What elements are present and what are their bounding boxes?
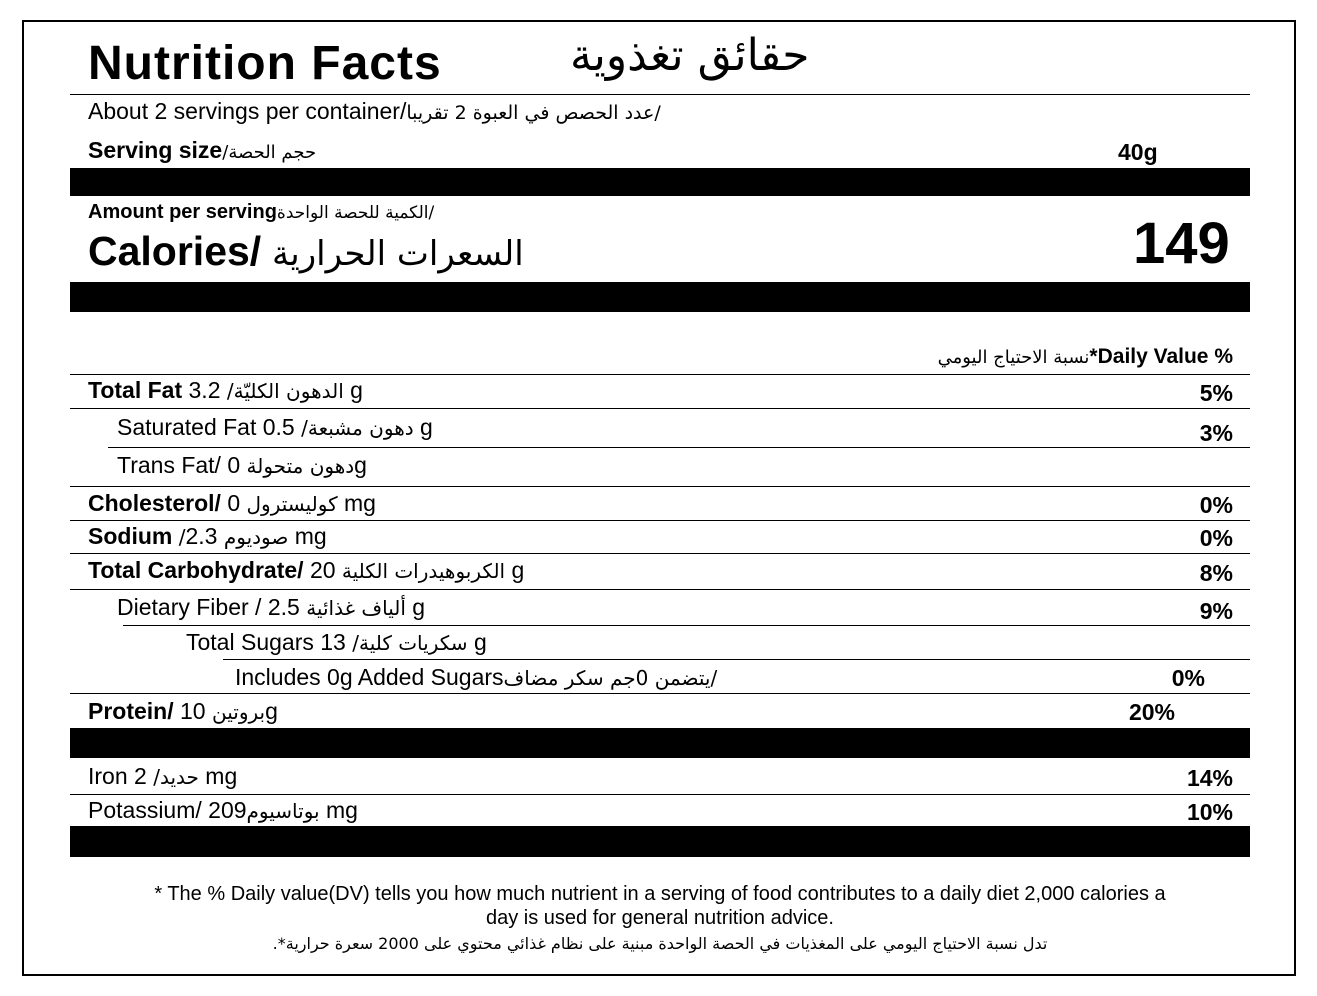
- nutrient-amount: 10g: [180, 698, 278, 724]
- title-en: Nutrition Facts: [88, 37, 442, 90]
- nutrient-name: Cholesterol/: [88, 490, 221, 516]
- servings-line: [88, 98, 661, 125]
- footnote-en-line2: day is used for general nutrition advice.: [486, 907, 834, 929]
- nutrient-amount: 2.5 g: [267, 594, 426, 620]
- nutrient-dv: 0%: [1199, 492, 1233, 518]
- divider: [70, 94, 1250, 95]
- calories-label-ar: السعرات الحرارية: [261, 234, 524, 274]
- servings-ar: عدد الحصص في العبوة 2 تقريبا/: [406, 102, 661, 124]
- nutrient-name-ar: بروتين: [212, 700, 266, 724]
- nutrient-name: Protein/: [88, 698, 174, 724]
- daily-value-header-ar: نسبة الاحتياج اليومي: [937, 347, 1090, 368]
- divider: [70, 374, 1250, 375]
- nutrient-dv: 3%: [1199, 420, 1233, 446]
- nutrient-name-ar: /صوديوم: [178, 525, 289, 549]
- divider: [70, 553, 1250, 554]
- nutrient-dv: 9%: [1199, 598, 1233, 624]
- nutrient-name: Trans Fat/: [117, 452, 221, 478]
- serving-size-value: 40g: [1118, 139, 1158, 165]
- nutrient-amount: 209 mg: [208, 797, 358, 823]
- nutrient-row: [117, 452, 367, 479]
- nutrient-dv: 0%: [1199, 525, 1233, 551]
- amount-per-serving-ar: الكمية للحصة الواحدة/: [276, 203, 435, 223]
- thick-divider: [70, 282, 1250, 312]
- title-ar: حقائق تغذوية: [570, 30, 810, 81]
- serving-size-label: Serving size: [88, 137, 223, 163]
- nutrient-name-ar: الكربوهيدرات الكلية: [341, 559, 506, 583]
- amount-per-serving: Amount per serving: [88, 201, 277, 223]
- divider: [223, 659, 1250, 660]
- nutrient-dv: 0%: [1171, 665, 1205, 691]
- nutrient-dv: 10%: [1186, 799, 1233, 825]
- nutrient-amount: 0g: [227, 452, 367, 478]
- nutrient-name-ar: كوليسترول: [246, 492, 338, 516]
- nutrient-amount: 3.2 g: [188, 377, 363, 403]
- thick-divider: [70, 826, 1250, 857]
- footnote-en-line1: * The % Daily value(DV) tells you how much nutrient in a serving of food contributes to a daily diet 2,000 calories a: [154, 883, 1166, 905]
- footnote-ar: تدل نسبة الاحتياج اليومي على المغذيات في الحصة الواحدة مبنية على نظام غذائي محتوي على 2000 سعرة حرارية*.: [272, 934, 1048, 953]
- nutrient-name: Saturated Fat: [117, 414, 257, 440]
- nutrient-row: [88, 490, 376, 517]
- nutrient-dv: 5%: [1199, 380, 1233, 406]
- nutrient-name-ar: دهون متحولة: [246, 454, 355, 478]
- nutrient-name-ar: سكريات كلية/: [352, 631, 468, 655]
- nutrient-name: Total Sugars: [186, 629, 314, 655]
- nutrient-amount: 2.3 mg: [185, 523, 327, 549]
- nutrient-dv: 20%: [1128, 699, 1175, 725]
- nutrient-dv: 14%: [1186, 765, 1233, 791]
- nutrient-name-ar: حديد/: [153, 765, 199, 789]
- nutrient-name-ar: دهون مشبعة/: [301, 416, 414, 440]
- serving-size-label-ar: /حجم الحصة: [222, 142, 317, 163]
- divider: [70, 486, 1250, 487]
- nutrient-row: [186, 629, 487, 656]
- nutrient-name: Total Fat: [88, 377, 183, 403]
- nutrient-row: [117, 414, 433, 441]
- nutrient-row: [88, 377, 363, 404]
- nutrient-name-ar: بوتاسيوم: [246, 799, 320, 823]
- nutrient-amount: 13 g: [320, 629, 487, 655]
- nutrient-amount: 0 mg: [227, 490, 376, 516]
- calories-value: 149: [1133, 211, 1230, 276]
- divider: [70, 520, 1250, 521]
- amount-line: [88, 201, 434, 224]
- nutrient-name: Includes 0g Added Sugars: [235, 664, 504, 690]
- thick-divider: [70, 728, 1250, 758]
- nutrient-name: Dietary Fiber /: [117, 594, 262, 620]
- nutrient-name-ar: الدهون الكليّة/: [226, 379, 344, 403]
- divider: [70, 408, 1250, 409]
- nutrient-name: Sodium: [88, 523, 173, 549]
- nutrient-row: [88, 557, 524, 584]
- nutrient-row: [88, 797, 358, 824]
- nutrient-row: [88, 763, 237, 790]
- divider: [123, 625, 1250, 626]
- divider: [70, 589, 1250, 590]
- nutrient-amount: 20 g: [309, 557, 525, 583]
- nutrient-row: [88, 523, 327, 550]
- servings-en: About 2 servings per container/: [88, 98, 407, 124]
- nutrient-name: Potassium/: [88, 797, 202, 823]
- nutrient-name-ar: ألياف غذائية: [306, 596, 406, 620]
- nutrient-row: [235, 664, 717, 691]
- daily-value-header: [938, 345, 1233, 369]
- thick-divider: [70, 168, 1250, 196]
- nutrient-name: Total Carbohydrate/: [88, 557, 304, 583]
- divider: [108, 447, 1250, 448]
- calories-label: Calories/: [88, 228, 262, 274]
- divider: [70, 693, 1250, 694]
- nutrient-row: [88, 698, 278, 725]
- nutrient-amount: 0.5 g: [262, 414, 433, 440]
- divider: [70, 794, 1250, 795]
- nutrient-name: Iron: [88, 763, 128, 789]
- nutrient-name-ar: يتضمن 0جم سكر مضاف/: [503, 666, 718, 690]
- serving-size-line: [88, 137, 316, 164]
- nutrient-row: [117, 594, 425, 621]
- daily-value-header-en: *Daily Value %: [1089, 345, 1233, 368]
- calories-line: [88, 228, 524, 275]
- nutrient-dv: 8%: [1199, 560, 1233, 586]
- nutrient-amount: 2 mg: [134, 763, 238, 789]
